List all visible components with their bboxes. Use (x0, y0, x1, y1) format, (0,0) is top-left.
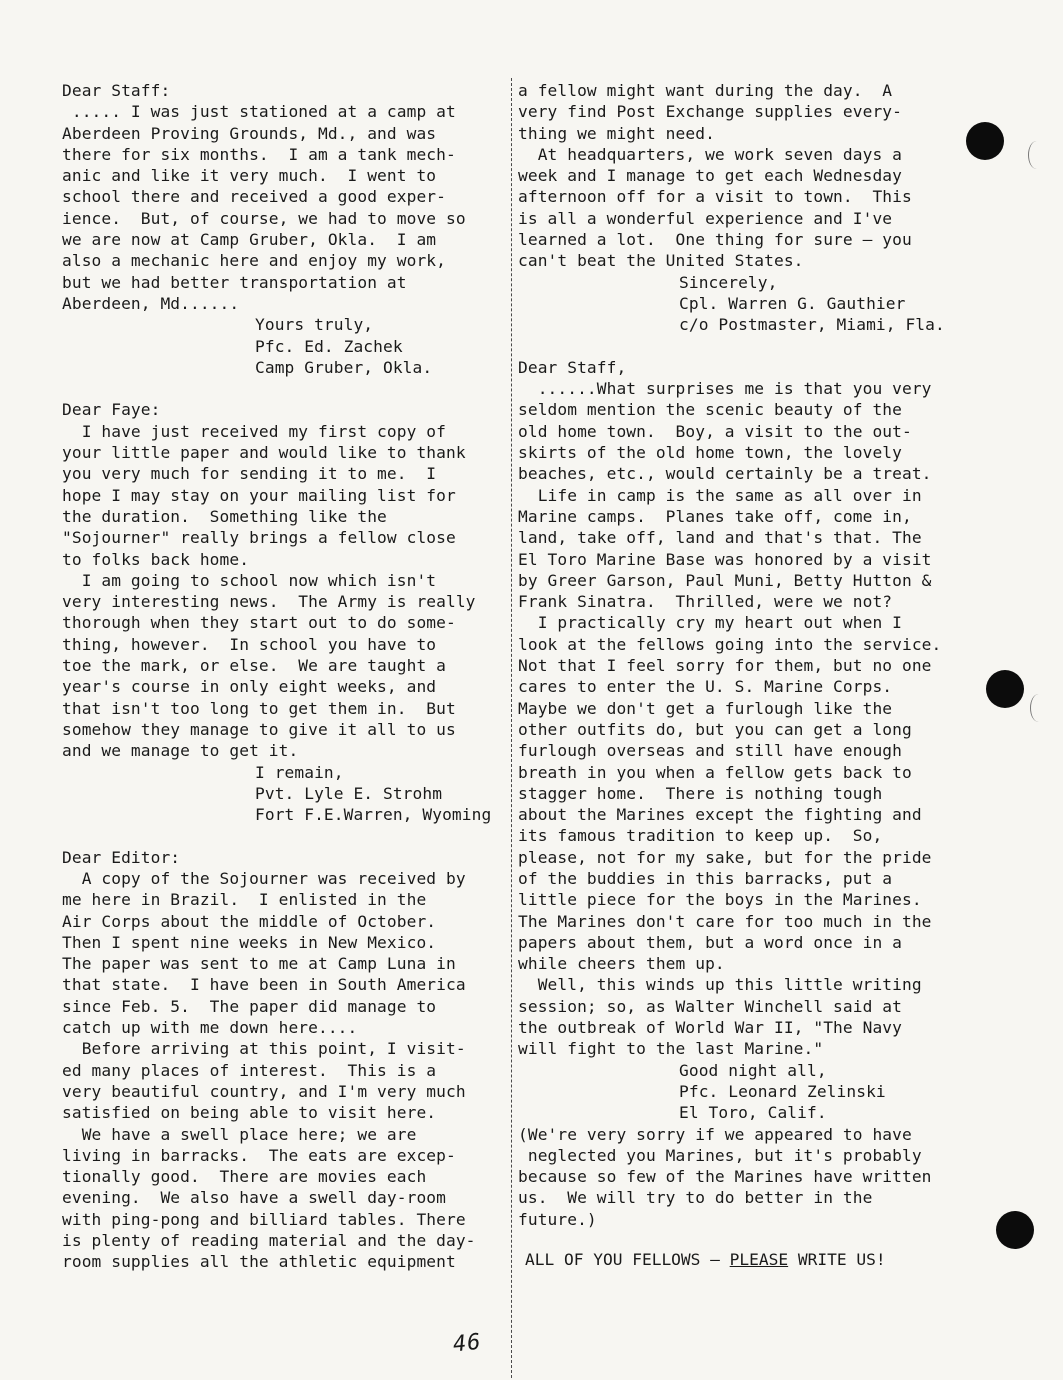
blank-line (62, 378, 508, 399)
letter-text-line: evening. We also have a swell day-room (62, 1188, 446, 1208)
letter-text-line: year's course in only eight weeks, and (62, 677, 437, 697)
binder-hole-arc-top (1028, 141, 1045, 169)
letter-signature-line: Fort F.E.Warren, Wyoming (255, 805, 492, 825)
letter-signature-line: El Toro, Calif. (679, 1103, 827, 1123)
letter-text-line: Then I spent nine weeks in New Mexico. (62, 932, 437, 952)
letter-text-line: Marine camps. Planes take off, come in, (518, 506, 912, 526)
letter-text-line: "Sojourner" really brings a fellow close (62, 528, 456, 548)
letter-text-line: cares to enter the U. S. Marine Corps. (518, 677, 893, 697)
letter-text-line: please, not for my sake, but for the pride (518, 847, 932, 867)
letter-text-line: We have a swell place here; we are (62, 1124, 417, 1144)
letter-signature-line: Camp Gruber, Okla. (255, 357, 433, 377)
letter-salutation: Dear Staff: (62, 81, 171, 100)
letter-text-line: look at the fellows going into the service. (518, 634, 942, 654)
closing-appeal (525, 1250, 886, 1269)
letter-text-line: me here in Brazil. I enlisted in the (62, 890, 427, 910)
column-divider (511, 78, 512, 1378)
letter-text-line: of the buddies in this barracks, put a (518, 868, 893, 888)
letter-text-line: the outbreak of World War II, "The Navy (518, 1018, 902, 1038)
letter-text-line: you very much for sending it to me. I (62, 464, 437, 484)
letter-text-line: and we manage to get it. (62, 741, 299, 761)
letter-text-line: I am going to school now which isn't (62, 570, 437, 590)
letter-salutation: Dear Editor: (62, 847, 181, 867)
letter-text-line: will fight to the last Marine." (518, 1039, 824, 1059)
letter-text-line: learned a lot. One thing for sure — you (518, 230, 912, 250)
letter-text-line: can't beat the United States. (518, 251, 804, 271)
letter-text-line: At headquarters, we work seven days a (518, 144, 902, 164)
letter-text-line: because so few of the Marines have written (518, 1167, 932, 1187)
letter-signature-line: c/o Postmaster, Miami, Fla. (679, 315, 945, 335)
letter-text-line: Well, this winds up this little writing (518, 975, 922, 995)
page-number: 46 (451, 1329, 483, 1358)
closing-appeal-emphasis: PLEASE (729, 1250, 789, 1269)
letter-text-line: Aberdeen, Md...... (62, 293, 240, 313)
letter-text-line: anic and like it very much. I went to (62, 166, 437, 186)
letter-text-line: land, take off, land and that's that. The (518, 528, 922, 548)
letter-text-line: catch up with me down here.... (62, 1018, 358, 1038)
letter-signature-line: Cpl. Warren G. Gauthier (679, 293, 906, 313)
letter-text-line: old home town. Boy, a visit to the out- (518, 421, 912, 441)
letter-text-line: by Greer Garson, Paul Muni, Betty Hutton & (518, 570, 932, 590)
letter-text-line: Before arriving at this point, I visit- (62, 1039, 466, 1059)
letter-text-line: school there and received a good exper- (62, 187, 446, 207)
letter-text-line: Frank Sinatra. Thrilled, were we not? (518, 592, 893, 612)
letter-text-line: is plenty of reading material and the day- (62, 1231, 476, 1251)
letter-text-line: thorough when they start out to do some- (62, 613, 456, 633)
letter-signature-line: Yours truly, (255, 315, 374, 335)
letter-text-line: furlough overseas and still have enough (518, 741, 902, 761)
letter-signature-line: Pfc. Ed. Zachek (255, 336, 403, 356)
letter-text-line: very beautiful country, and I'm very much (62, 1081, 466, 1101)
letter-text-line: since Feb. 5. The paper did manage to (62, 996, 437, 1016)
letter-text-line: toe the mark, or else. We are taught a (62, 656, 446, 676)
letter-text-line: very find Post Exchange supplies every- (518, 102, 902, 122)
letter-text-line: very interesting news. The Army is really (62, 592, 476, 612)
letter-text-line: tionally good. There are movies each (62, 1167, 427, 1187)
letter-text-line: room supplies all the athletic equipment (62, 1252, 456, 1272)
letter-text-line: thing, however. In school you have to (62, 634, 437, 654)
letter-text-line: ......What surprises me is that you very (518, 379, 932, 399)
closing-appeal-end: WRITE US! (788, 1250, 886, 1269)
letter-text-line: papers about them, but a word once in a (518, 932, 902, 952)
letter-text-line: breath in you when a fellow gets back to (518, 762, 912, 782)
letter-text-line: its famous tradition to keep up. So, (518, 826, 883, 846)
letter-text-line: neglected you Marines, but it's probably (518, 1145, 922, 1165)
letter-text-line: (We're very sorry if we appeared to have (518, 1124, 912, 1144)
letter-salutation: Dear Faye: (62, 400, 161, 420)
letter-text-line: hope I may stay on your mailing list for (62, 485, 456, 505)
letter-text-line: future.) (518, 1209, 597, 1229)
letter-text-line: ed many places of interest. This is a (62, 1060, 437, 1080)
letter-text-line: the duration. Something like the (62, 506, 387, 526)
letter-text-line: little piece for the boys in the Marines. (518, 890, 922, 910)
letter-text-line: that state. I have been in South America (62, 975, 466, 995)
letter-text-line: other outfits do, but you can get a long (518, 719, 912, 739)
letter-text-line: ..... I was just stationed at a camp at (62, 102, 456, 122)
letter-signature-line: Pvt. Lyle E. Strohm (255, 783, 443, 803)
blank-line (518, 336, 988, 357)
letter-text-line: Not that I feel sorry for them, but no one (518, 656, 932, 676)
letter-text-line: stagger home. There is nothing tough (518, 783, 883, 803)
letter-signature-line: I remain, (255, 762, 344, 782)
letter-salutation: Dear Staff, (518, 357, 627, 377)
letter-text-line: The paper was sent to me at Camp Luna in (62, 954, 456, 974)
letter-text-line: El Toro Marine Base was honored by a visit (518, 549, 932, 569)
binder-hole-top (966, 122, 1004, 160)
letter-signature-line: Sincerely, (679, 272, 778, 292)
letter-text-line: A copy of the Sojourner was received by (62, 868, 466, 888)
letter-text-line: satisfied on being able to visit here. (62, 1103, 437, 1123)
binder-hole-bottom (996, 1211, 1034, 1249)
letter-text-line: that isn't too long to get them in. But (62, 698, 456, 718)
left-column (62, 80, 508, 1273)
blank-line (62, 825, 508, 846)
letter-text-line: The Marines don't care for too much in the (518, 911, 932, 931)
letter-text-line: about the Marines except the fighting and (518, 805, 922, 825)
letter-text-line: while cheers them up. (518, 954, 725, 974)
letter-text-line: week and I manage to get each Wednesday (518, 166, 902, 186)
letter-text-line: Aberdeen Proving Grounds, Md., and was (62, 123, 437, 143)
letter-text-line: ience. But, of course, we had to move so (62, 208, 466, 228)
letter-text-line: a fellow might want during the day. A (518, 81, 893, 100)
letter-text-line: but we had better transportation at (62, 272, 407, 292)
letter-text-line: session; so, as Walter Winchell said at (518, 996, 902, 1016)
letter-text-line: somehow they manage to give it all to us (62, 719, 456, 739)
letter-text-line: Life in camp is the same as all over in (518, 485, 922, 505)
letter-text-line: Air Corps about the middle of October. (62, 911, 437, 931)
letter-text-line: to folks back home. (62, 549, 250, 569)
letter-text-line: living in barracks. The eats are excep- (62, 1145, 456, 1165)
letter-text-line: is all a wonderful experience and I've (518, 208, 893, 228)
letter-text-line: we are now at Camp Gruber, Okla. I am (62, 230, 437, 250)
letter-text-line: there for six months. I am a tank mech- (62, 144, 456, 164)
letter-text-line: beaches, etc., would certainly be a treat. (518, 464, 932, 484)
letter-text-line: I have just received my first copy of (62, 421, 446, 441)
right-column (518, 80, 988, 1230)
letter-text-line: I practically cry my heart out when I (518, 613, 902, 633)
letter-text-line: with ping-pong and billiard tables. There (62, 1209, 466, 1229)
letter-text-line: us. We will try to do better in the (518, 1188, 873, 1208)
letter-text-line: afternoon off for a visit to town. This (518, 187, 912, 207)
binder-hole-middle (986, 670, 1024, 708)
letter-text-line: seldom mention the scenic beauty of the (518, 400, 902, 420)
letter-signature-line: Good night all, (679, 1060, 827, 1080)
closing-appeal-start: ALL OF YOU FELLOWS — (525, 1250, 730, 1269)
letter-signature-line: Pfc. Leonard Zelinski (679, 1081, 886, 1101)
letter-text-line: also a mechanic here and enjoy my work, (62, 251, 446, 271)
letter-text-line: skirts of the old home town, the lovely (518, 443, 902, 463)
letter-text-line: Maybe we don't get a furlough like the (518, 698, 893, 718)
letter-text-line: thing we might need. (518, 123, 715, 143)
binder-hole-arc-middle (1030, 694, 1047, 722)
letter-text-line: your little paper and would like to thank (62, 443, 466, 463)
